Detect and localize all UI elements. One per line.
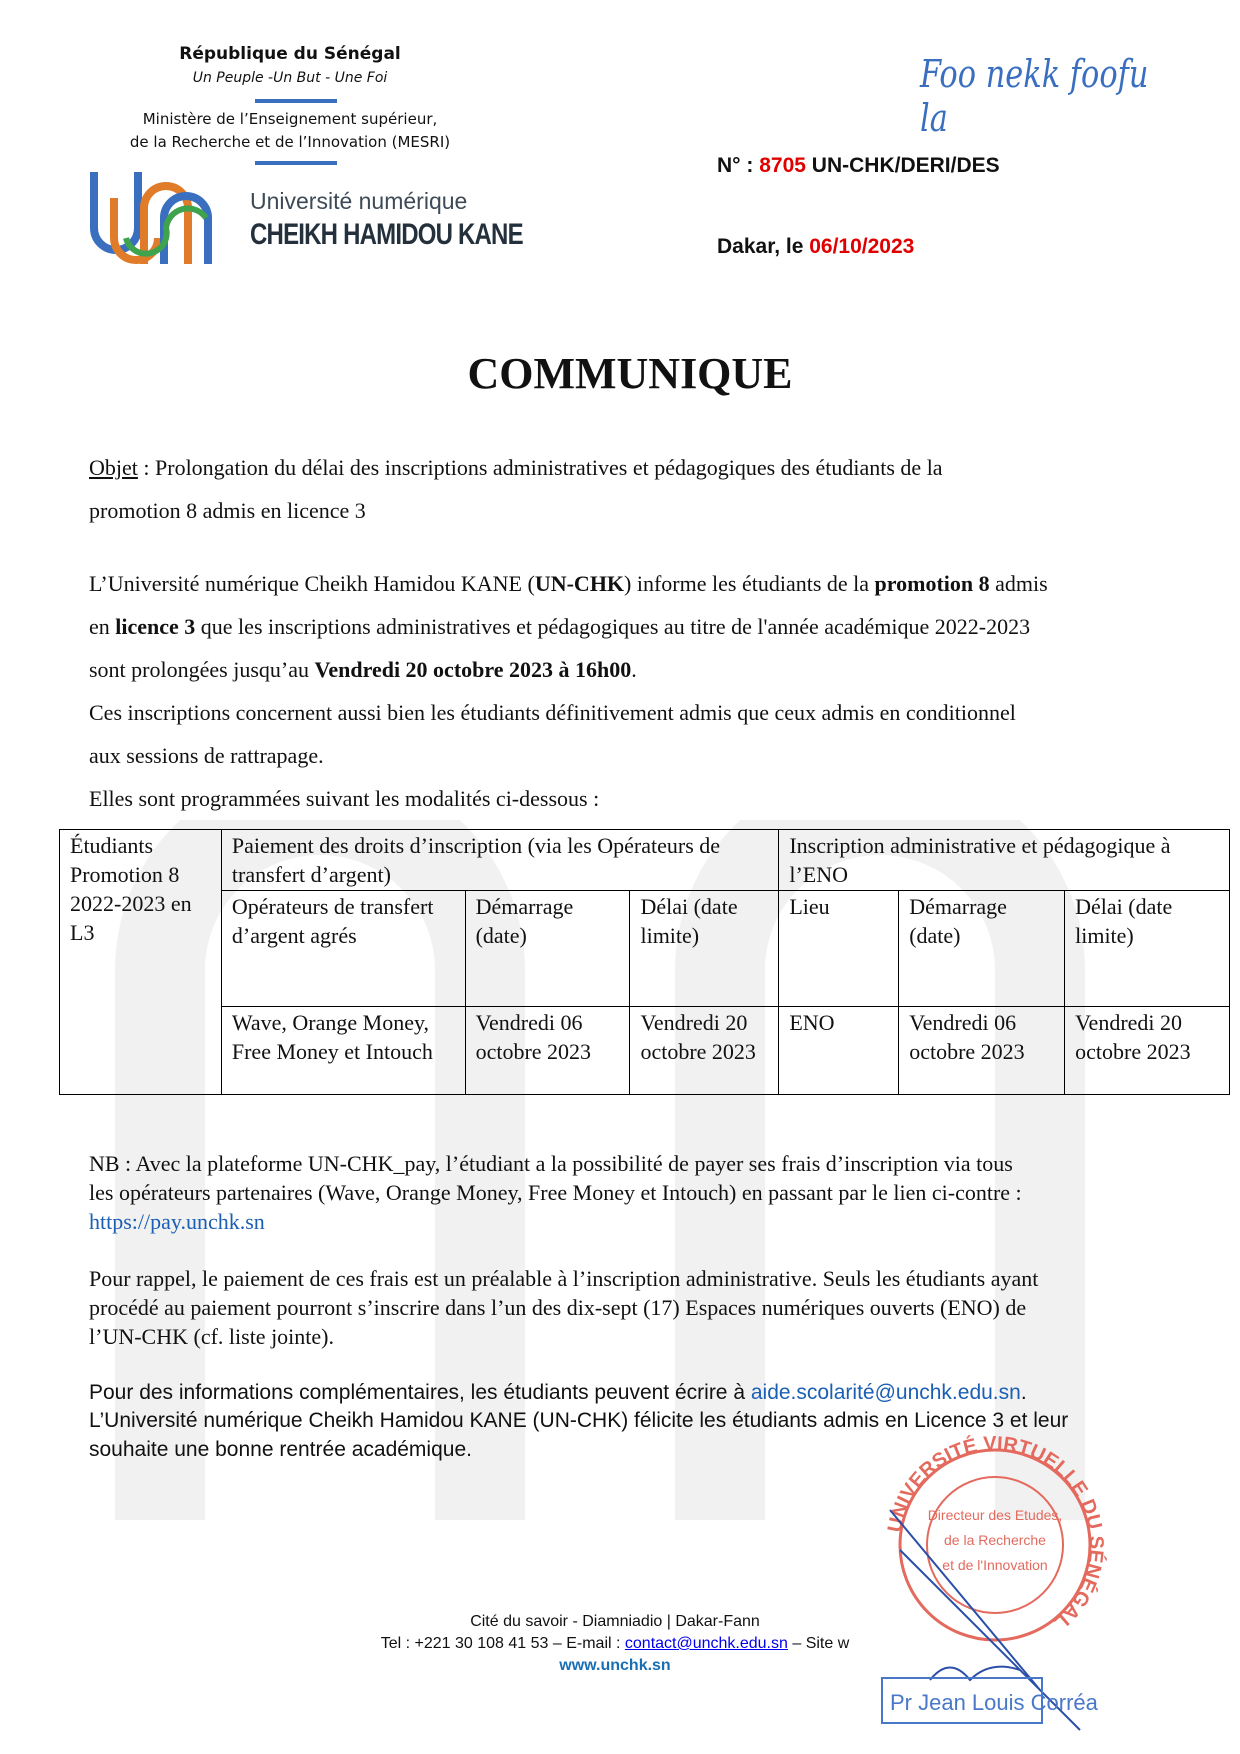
closing-line2: L’Université numérique Cheikh Hamidou KANE (UN-CHK) félicite les étudiants admis en Licence 3 et leur xyxy=(89,1409,1069,1432)
document-date xyxy=(717,235,914,259)
slogan: Foo nekk foofu la xyxy=(920,52,1149,140)
university-name-line2: CHEIKH HAMIDOU KANE xyxy=(250,218,523,251)
object-line1 xyxy=(89,455,943,481)
payment-link[interactable]: https://pay.unchk.sn xyxy=(89,1209,265,1234)
nb-line1: NB : Avec la plateforme UN-CHK_pay, l’étudiant a la possibilité de payer ses frais d’inscription via tous xyxy=(89,1151,1013,1176)
page-title: COMMUNIQUE xyxy=(467,349,793,398)
ref-prefix: N° : xyxy=(717,154,760,177)
table-cell: Vendredi 20 octobre 2023 xyxy=(1065,1007,1230,1095)
table-cell: Vendredi 06 octobre 2023 xyxy=(465,1007,630,1095)
body-line2: en licence 3 que les inscriptions administratives et pédagogiques au titre de l'année académique 2022-2023 xyxy=(89,614,1031,639)
svg-text:Directeur des Etudes,: Directeur des Etudes, xyxy=(927,1507,1063,1523)
header-cell: Délai (date limite) xyxy=(630,891,779,1007)
republic-name: République du Sénégal xyxy=(179,44,401,64)
website-link[interactable]: www.unchk.sn xyxy=(559,1657,671,1674)
university-name-line1: Université numérique xyxy=(250,188,468,214)
table-cell: Wave, Orange Money, Free Money et Intouch xyxy=(221,1007,465,1095)
university-logo-icon xyxy=(86,168,236,268)
body-line4: Ces inscriptions concernent aussi bien les étudiants définitivement admis que ceux admis en conditionnel xyxy=(89,700,1016,725)
body-line6: Elles sont programmées suivant les modalités ci-dessous : xyxy=(89,786,600,811)
object-text: : Prolongation du délai des inscriptions administratives et pédagogiques des étudiants de la xyxy=(137,455,943,480)
table-row xyxy=(60,830,1230,891)
table-row xyxy=(60,891,1230,1007)
header-cell: Opérateurs de transfert d’argent agrés xyxy=(221,891,465,1007)
divider xyxy=(255,99,337,103)
footer-address: Cité du savoir - Diamniadio | Dakar-Fann xyxy=(470,1613,760,1630)
group-payment-header: Paiement des droits d’inscription (via les Opérateurs de transfert d’argent) xyxy=(221,830,778,891)
divider xyxy=(255,161,337,165)
reminder-line1: Pour rappel, le paiement de ces frais est un préalable à l’inscription administrative. Seuls les étudiants ayant xyxy=(89,1266,1039,1291)
header-cell: Démarrage (date) xyxy=(465,891,630,1007)
date-prefix: Dakar, le xyxy=(717,235,810,258)
header-cell: Lieu xyxy=(779,891,899,1007)
object-label: Objet xyxy=(89,455,138,480)
students-cell: Étudiants Promotion 8 2022-2023 en L3 xyxy=(60,830,222,1095)
national-motto: Un Peuple -Un But - Une Foi xyxy=(192,70,388,86)
schedule-table xyxy=(59,829,1230,1095)
reminder-line2: procédé au paiement pourront s’inscrire dans l’un des dix-sept (17) Espaces numériques ouverts (ENO) de xyxy=(89,1295,1027,1320)
ref-suffix: UN-CHK/DERI/DES xyxy=(805,154,1000,177)
official-stamp xyxy=(870,1430,1130,1750)
footer-contact: Tel : +221 30 108 41 53 – E-mail : contact@unchk.edu.sn – Site w xyxy=(380,1635,850,1652)
object-line2: promotion 8 admis en licence 3 xyxy=(89,498,366,523)
closing-line3: souhaite une bonne rentrée académique. xyxy=(89,1438,472,1461)
ministry-line2: de la Recherche et de l’Innovation (MESRI) xyxy=(129,133,451,151)
header-cell: Délai (date limite) xyxy=(1065,891,1230,1007)
table-cell: Vendredi 06 octobre 2023 xyxy=(899,1007,1065,1095)
header-cell: Démarrage (date) xyxy=(899,891,1065,1007)
nb-line2: les opérateurs partenaires (Wave, Orange Money, Free Money et Intouch) en passant par le lien ci-contre : xyxy=(89,1180,1022,1205)
reference-number xyxy=(717,154,1000,178)
body-line1: L’Université numérique Cheikh Hamidou KANE (UN-CHK) informe les étudiants de la promotion 8 admis xyxy=(89,571,1048,596)
table-cell: ENO xyxy=(779,1007,899,1095)
date-value: 06/10/2023 xyxy=(809,235,915,258)
table-row xyxy=(60,1007,1230,1095)
reminder-line3: l’UN-CHK (cf. liste jointe). xyxy=(89,1324,334,1349)
contact-email-link[interactable]: contact@unchk.edu.sn xyxy=(624,1635,788,1652)
svg-text:UNIVERSITÉ VIRTUELLE DU SÉNÉGA: UNIVERSITÉ VIRTUELLE DU SÉNÉGAL xyxy=(883,1432,1108,1634)
body-line3: sont prolongées jusqu’au Vendredi 20 octobre 2023 à 16h00. xyxy=(89,657,637,682)
ref-number: 8705 xyxy=(759,154,806,177)
group-registration-header: Inscription administrative et pédagogique à l’ENO xyxy=(779,830,1230,891)
support-email-link[interactable]: aide.scolarité@unchk.edu.sn xyxy=(750,1381,1021,1404)
svg-text:de la Recherche: de la Recherche xyxy=(944,1532,1046,1548)
body-line5: aux sessions de rattrapage. xyxy=(89,743,324,768)
table-cell: Vendredi 20 octobre 2023 xyxy=(630,1007,779,1095)
ministry-line1: Ministère de l’Enseignement supérieur, xyxy=(142,110,438,128)
closing-line1: Pour des informations complémentaires, les étudiants peuvent écrire à aide.scolarité@unchk.edu.sn. xyxy=(89,1381,1027,1404)
svg-text:et de l'Innovation: et de l'Innovation xyxy=(942,1557,1048,1573)
svg-text:Pr Jean Louis Corréa: Pr Jean Louis Corréa xyxy=(890,1690,1098,1715)
